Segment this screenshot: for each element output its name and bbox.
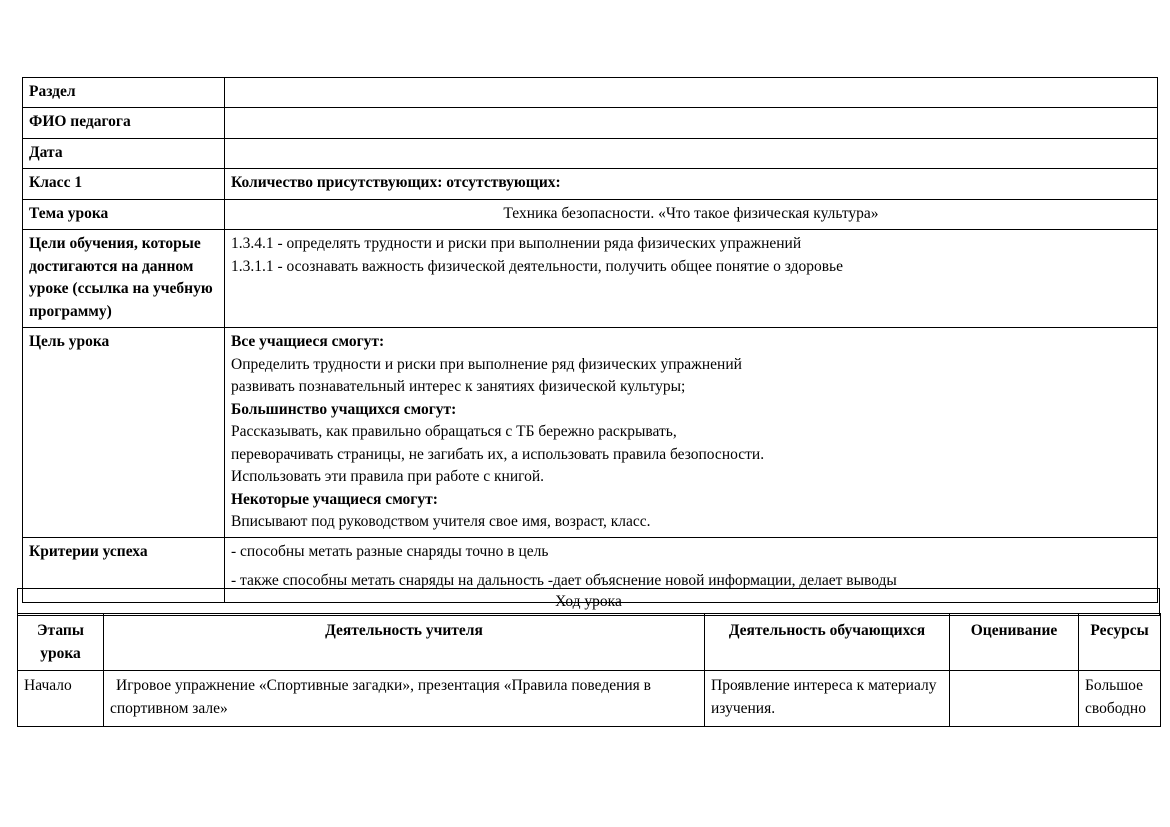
row-value-razdel[interactable] <box>225 78 1158 108</box>
goal-line: развивать познавательный интерес к занятиях физической культуры; <box>231 378 686 396</box>
goal-line: переворачивать страницы, не загибать их, а использовать правила безопосности. <box>231 445 765 463</box>
cell-teacher-activity[interactable]: Игровое упражнение «Спортивные загадки», презентация «Правила поведения в спортивном зале» <box>104 670 705 726</box>
cell-stage[interactable]: Начало <box>18 670 104 726</box>
column-header-resources: Ресурсы <box>1079 614 1161 671</box>
goal-line: Большинство учащихся смогут: <box>231 400 457 418</box>
table-row <box>23 169 1158 199</box>
goal-line: Некоторые учащиеся смогут: <box>231 490 438 508</box>
table-row <box>23 328 1158 538</box>
column-header-stage: Этапы урока <box>18 614 104 671</box>
table-row <box>23 78 1158 108</box>
goal-line: Использовать эти правила при работе с книгой. <box>231 468 545 486</box>
column-header-assessment: Оценивание <box>950 614 1079 671</box>
row-label-fio: ФИО педагога <box>23 108 225 138</box>
goal-line: Определить трудности и риски при выполнение ряд физических упражнений <box>231 355 742 373</box>
cell-assessment[interactable] <box>950 670 1079 726</box>
table-row <box>18 589 1160 616</box>
goal-line: Вписывают под руководством учителя свое имя, возраст, класс. <box>231 512 651 530</box>
row-label-razdel: Раздел <box>23 78 225 108</box>
objective-line: 1.3.4.1 - определять трудности и риски при выполнении ряда физических упражнений <box>231 235 802 253</box>
criteria-line: - способны метать разные снаряды точно в цель <box>231 543 549 561</box>
cell-student-activity[interactable]: Проявление интереса к материалу изучения. <box>705 670 950 726</box>
cell-resources[interactable]: Большое свободно <box>1079 670 1161 726</box>
table-row <box>23 230 1158 328</box>
table-row <box>18 670 1161 726</box>
row-label-lesson-goal: Цель урока <box>23 328 225 538</box>
row-value-fio[interactable] <box>225 108 1158 138</box>
lesson-course-banner-label: Ход урока <box>18 589 1160 616</box>
row-label-data: Дата <box>23 138 225 168</box>
table-header-row <box>18 614 1161 671</box>
criteria-line: - также способны метать снаряды на дальность -дает объяснение новой информации, делает выводы <box>231 571 897 589</box>
table-row <box>23 138 1158 168</box>
goal-line: Все учащиеся смогут: <box>231 333 385 351</box>
column-header-student-activity: Деятельность обучающихся <box>705 614 950 671</box>
objective-line: 1.3.1.1 - осознавать важность физической деятельности, получить общее понятие о здоровье <box>231 257 843 275</box>
row-label-learning-objectives: Цели обучения, которые достигаются на данном уроке (ссылка на учебную программу) <box>23 230 225 328</box>
row-value-tema[interactable]: Техника безопасности. «Что такое физическая культура» <box>225 199 1158 229</box>
lesson-course-table <box>17 613 1161 727</box>
row-label-tema: Тема урока <box>23 199 225 229</box>
row-label-success-criteria: Критерии успеха <box>23 538 225 603</box>
row-label-klass: Класс 1 <box>23 169 225 199</box>
row-value-data[interactable] <box>225 138 1158 168</box>
table-row <box>23 108 1158 138</box>
lesson-info-table <box>22 77 1158 603</box>
row-value-learning-objectives[interactable] <box>225 230 1158 328</box>
column-header-teacher-activity: Деятельность учителя <box>104 614 705 671</box>
goal-line: Рассказывать, как правильно обращаться с ТБ бережно раскрывать, <box>231 423 677 441</box>
row-value-lesson-goal[interactable] <box>225 328 1158 538</box>
lesson-course-banner <box>17 588 1160 616</box>
row-value-attendance[interactable]: Количество присутствующих: отсутствующих: <box>225 169 1158 199</box>
table-row <box>23 199 1158 229</box>
